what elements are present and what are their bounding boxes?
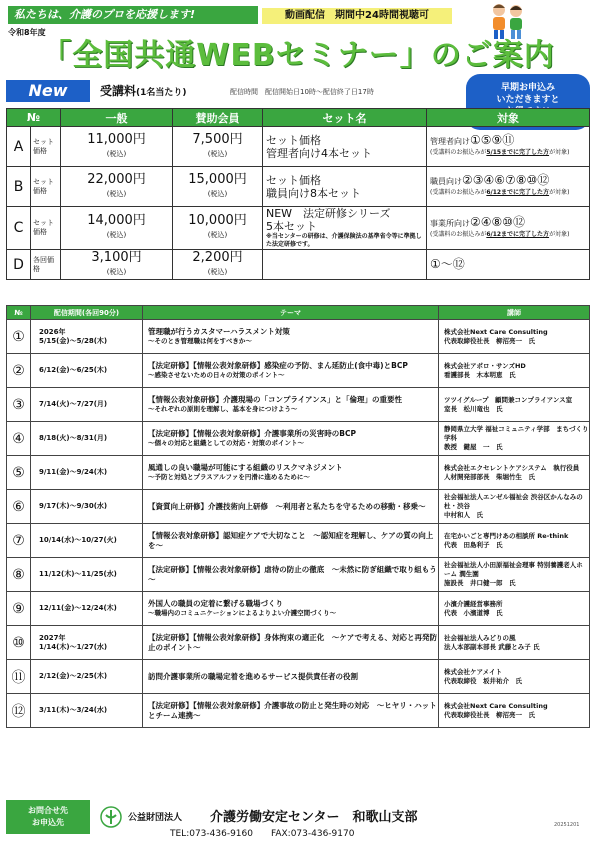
target-note-deadline: 6/12までに完了した方 [486,189,550,196]
supporting-price-cell [173,250,263,280]
tax-note: (税込) [106,267,127,276]
price-header-no: № [7,109,61,127]
supporting-price: 10,000円 [188,213,247,228]
supporting-price-cell [173,167,263,207]
price-row [7,207,590,250]
speaker-name: 代表取締役社長 柳沼亮一 氏 [444,336,535,345]
session-speaker-cell [439,524,590,558]
speaker-name: 看護部長 木本明恵 氏 [444,370,516,379]
speaker-affiliation: ツツイグループ 顧問兼コンプライアンス室 [444,395,573,404]
schedule-row [7,320,590,354]
session-period-cell [31,524,143,558]
schedule-row [7,388,590,422]
session-subtitle: ～個々の対応と組織としての対応・対策のポイント～ [148,438,304,447]
price-kind: 各回価格 [31,250,61,280]
session-number: ⑧ [7,558,31,592]
target-note-deadline: 5/15までに完了した方 [486,149,550,156]
session-number: ③ [7,388,31,422]
session-period: 11/12(木)～11/25(水) [39,570,117,578]
session-number: ⑤ [7,456,31,490]
contact-badge [6,800,90,834]
target-numbers: ①⑤⑨⑪ [470,133,515,147]
speaker-name: 代表取締役 坂井祐介 氏 [444,676,522,685]
session-theme: 【法定研修】【情報公表対象研修】感染症の予防、まん延防止(食中毒)とBCP [148,361,408,370]
speaker-affiliation: 社会福祉法人小田原福祉会理事 特別養護老人ホーム 潤生園 [444,561,583,578]
session-speaker-cell [439,694,590,728]
price-row-id: D [7,250,31,280]
supporting-price-cell [173,127,263,167]
schedule-row [7,354,590,388]
general-price-cell [61,250,173,280]
schedule-row [7,558,590,592]
price-row-id: B [7,167,31,207]
schedule-row [7,660,590,694]
session-theme-cell [143,558,439,592]
target-numbers: ②③④⑥⑦⑧⑩⑫ [462,173,550,187]
fee-heading-label: 受講料 [100,84,137,98]
session-subtitle: ～予防と対処とプラスアルファを円滑に進めるために～ [148,472,310,481]
session-period: 9/11(金)～9/24(木) [39,468,108,476]
session-theme-cell [143,490,439,524]
session-period-cell [31,456,143,490]
session-period: 5/15(金)～5/28(木) [39,336,108,345]
early-line-2: いただきますと [496,95,560,105]
price-table [6,108,590,280]
org-name: 介護労働安定センター 和歌山支部 [210,810,418,825]
set-name-cell [263,127,427,167]
tax-note: (税込) [207,149,228,158]
target-note-post: が対象) [549,230,570,238]
session-theme-cell [143,524,439,558]
speaker-affiliation: 在宅かいごと専門けあの相談所 Re-think [444,531,569,540]
contact-phones: TEL:073-436-9160 FAX:073-436-9170 [170,829,355,839]
session-period: 9/17(木)～9/30(水) [39,502,108,510]
session-theme-cell [143,592,439,626]
set-note: ※当センターの研修は、介護保険法の基準省令等に準拠した法定研修です。 [266,233,422,248]
session-number: ⑨ [7,592,31,626]
session-year: 2027年 [39,633,66,642]
session-theme-cell [143,354,439,388]
price-header-supporting: 賛助会員 [173,109,263,127]
price-header-general: 一般 [61,109,173,127]
session-theme: 管理職が行うカスタマーハラスメント対策 [148,327,290,336]
general-price: 14,000円 [87,213,146,228]
target-numbers: ②④⑧⑩⑫ [470,214,526,229]
price-row [7,250,590,280]
early-line-1: 早期お申込み [500,83,555,93]
session-theme-cell [143,422,439,456]
general-price-cell [61,167,173,207]
session-period-cell [31,490,143,524]
session-period-cell [31,660,143,694]
schedule-header-speaker: 講師 [439,306,590,320]
session-theme-cell [143,626,439,660]
page-title: 「全国共通WEBセミナー」のご案内 [41,38,555,73]
session-period-cell [31,592,143,626]
speaker-affiliation: 株式会社ケアメイト [444,667,502,676]
target-note [430,229,589,240]
speaker-name: 室長 松川竜也 氏 [444,404,503,413]
general-price: 22,000円 [87,171,146,187]
session-period: 6/12(金)～6/25(木) [39,366,108,374]
session-speaker-cell [439,388,590,422]
session-subtitle: ～感染させないための日々の対策のポイント～ [148,370,285,379]
session-theme-cell [143,388,439,422]
session-speaker-cell [439,354,590,388]
org-type: 公益財団法人 [128,813,183,823]
fee-heading-note: (1名当たり) [136,88,187,98]
session-theme: 外国人の職員の定着に繋げる職場づくり [148,599,283,608]
session-period: 12/11(金)～12/24(木) [39,604,117,612]
session-period-cell [31,694,143,728]
speaker-name: 法人本部副本部長 武藤とみ子 氏 [444,642,540,651]
session-speaker-cell [439,626,590,660]
session-number: ① [7,320,31,354]
tax-note: (税込) [207,231,228,239]
speaker-affiliation: 株式会社Next Care Consulting [444,327,548,336]
contact-line-2: お申込先 [32,818,64,827]
schedule-row [7,626,590,660]
session-period-cell [31,320,143,354]
session-period: 7/14(火)～7/27(月) [39,400,108,408]
stream-notice: 動画配信 期間中24時間視聴可 [262,8,452,24]
target-cell [427,250,590,280]
target-note-post: が対象) [549,189,570,196]
general-price: 11,000円 [87,131,146,147]
general-price: 3,100円 [91,249,142,265]
price-row [7,167,590,207]
supporting-price: 15,000円 [188,171,247,187]
supporting-price: 2,200円 [192,249,243,265]
session-theme: 【情報公表対象研修】介護現場の「コンプライアンス」と「倫理」の重要性 [148,395,403,404]
session-theme: 【法定研修】【情報公表対象研修】介護事業所の災害時のBCP [148,429,356,438]
session-period: 8/18(火)～8/31(月) [39,434,108,442]
session-speaker-cell [439,456,590,490]
session-theme: 【法定研修】【情報公表対象研修】身体拘束の適正化 ～ケアで考える、対応と再発防止のポイント～ [148,633,437,652]
session-period: 10/14(水)～10/27(火) [39,536,117,544]
session-theme: 【法定研修】【情報公表対象研修】介護事故の防止と発生時の対応 ～ヒヤリ・ハットとチーム連携～ [148,701,437,720]
contact-line-1: お問合せ先 [28,806,68,815]
speaker-name: 人材開発部部長 柴堀竹生 氏 [444,472,535,481]
fiscal-year: 令和8年度 [8,28,46,37]
schedule-header-period: 配信期間(各回90分) [31,306,143,320]
price-kind: セット価格 [31,207,61,250]
session-theme: 訪問介護事業所の職場定着を進めるサービス提供責任者の役割 [148,671,358,681]
session-theme: 風通しの良い職場が可能にする組織のリスクマネジメント [148,463,343,472]
tax-note: (税込) [106,189,127,198]
speaker-affiliation: 株式会社エクセレントケアシステム 執行役員 [444,463,580,472]
new-badge: New [6,80,90,102]
schedule-row [7,422,590,456]
delivery-period: 配信時間 配信開始日10時～配信終了日17時 [230,88,374,96]
general-price-cell [61,207,173,250]
price-row [7,127,590,167]
target-note-deadline: 6/12までに完了した方 [486,230,550,238]
set-line-2: 5本セット [266,220,317,233]
foundation-logo-icon [100,806,122,828]
session-period-cell [31,354,143,388]
session-period: 1/14(木)～1/27(水) [39,642,108,651]
target-cell [427,127,590,167]
session-number: ⑩ [7,626,31,660]
target-label: 職員向け [430,177,462,186]
session-speaker-cell [439,320,590,354]
speaker-affiliation: 株式会社Next Care Consulting [444,701,548,710]
target-note [430,147,589,158]
price-header-set: セット名 [263,109,427,127]
session-number: ⑥ [7,490,31,524]
speaker-name: 代表取締役社長 柳沼亮一 氏 [444,710,535,719]
general-price-cell [61,127,173,167]
session-theme-cell [143,694,439,728]
supporting-price-cell [173,207,263,250]
session-speaker-cell [439,592,590,626]
tax-note: (税込) [207,189,228,198]
speaker-affiliation: 小濱介護経営事務所 [444,599,503,608]
session-speaker-cell [439,558,590,592]
speaker-name: 施設長 井口健一郎 氏 [444,579,516,587]
speaker-name: 代表 小濱道博 氏 [444,608,503,617]
session-period: 3/11(木)～3/24(水) [39,706,108,714]
set-name-cell [263,207,427,250]
set-line-1: セット価格 [266,133,321,147]
price-kind: セット価格 [31,167,61,207]
target-note [430,187,589,198]
session-theme: 【資質向上研修】介護技術向上研修 ～利用者と私たちを守るための移動・移乗～ [148,501,426,511]
set-line-1: NEW 法定研修シリーズ [266,207,391,220]
session-subtitle: ～職場内のコミュニケーションによるよりよい介護空間づくり～ [148,608,337,617]
session-theme: 【法定研修】【情報公表対象研修】虐待の防止の徹底 ～未然に防ぎ組織で取り組もう～ [148,565,437,584]
session-subtitle: ～それぞれの原則を理解し、基本を身につけよう～ [148,404,298,413]
target-label: 管理者向け [430,137,470,146]
schedule-row [7,592,590,626]
target-note-pre: (受講料のお振込みが [430,189,487,196]
schedule-table [6,305,590,728]
tagline: 私たちは、介護のプロを応援します! [8,6,258,24]
schedule-header-no: № [7,306,31,320]
price-row-id: C [7,207,31,250]
session-period-cell [31,626,143,660]
schedule-row [7,490,590,524]
speaker-affiliation: 社会福祉法人みどりの風 [444,633,516,642]
schedule-row [7,694,590,728]
session-theme: 【情報公表対象研修】認知症ケアで大切なこと ～認知症を理解し、ケアの質の向上を～ [148,531,434,550]
schedule-row [7,524,590,558]
set-line-1: セット価格 [266,173,321,187]
target-cell [427,207,590,250]
price-row-id: A [7,127,31,167]
set-name-cell [263,250,427,280]
session-subtitle: ～そのとき管理職は何をすべきか～ [148,336,252,345]
speaker-name: 教授 鍵屋 一 氏 [444,443,503,451]
session-speaker-cell [439,490,590,524]
session-theme-cell [143,320,439,354]
session-year: 2026年 [39,327,66,336]
price-header-target: 対象 [427,109,590,127]
session-number: ⑫ [7,694,31,728]
speaker-name: 代表 田島利子 氏 [444,540,503,549]
session-speaker-cell [439,422,590,456]
supporting-price: 7,500円 [192,131,243,147]
speaker-affiliation: 社会福祉法人エンゼル福祉会 渋谷区かんなみの杜・渋谷 [444,493,583,510]
set-line-2: 職員向け8本セット [266,186,361,200]
session-number: ⑦ [7,524,31,558]
fee-heading [100,82,187,102]
speaker-affiliation: 株式会社アポロ・サンズHD [444,361,526,370]
schedule-row [7,456,590,490]
target-label: 事業所向け [430,218,470,228]
document-code: 20251201 [554,822,580,828]
set-name-cell [263,167,427,207]
speaker-affiliation: 静岡県立大学 福祉コミュニティ学部 まちづくり学科 [444,425,589,442]
session-theme-cell [143,660,439,694]
speaker-name: 中村和人 氏 [444,511,483,519]
target-numbers: ①～⑫ [430,256,465,271]
target-cell [427,167,590,207]
session-period-cell [31,558,143,592]
price-kind: セット価格 [31,127,61,167]
session-period: 2/12(金)～2/25(木) [39,672,108,680]
target-note-pre: (受講料のお振込みが [430,149,487,156]
tax-note: (税込) [106,149,127,158]
tax-note: (税込) [207,267,228,276]
session-theme-cell [143,456,439,490]
session-number: ⑪ [7,660,31,694]
target-note-post: が対象) [549,149,570,156]
session-speaker-cell [439,660,590,694]
target-note-pre: (受講料のお振込みが [430,230,487,238]
session-number: ④ [7,422,31,456]
schedule-header-theme: テーマ [143,306,439,320]
set-line-2: 管理者向け4本セット [266,146,372,160]
session-number: ② [7,354,31,388]
session-period-cell [31,422,143,456]
tax-note: (税込) [106,231,127,239]
session-period-cell [31,388,143,422]
